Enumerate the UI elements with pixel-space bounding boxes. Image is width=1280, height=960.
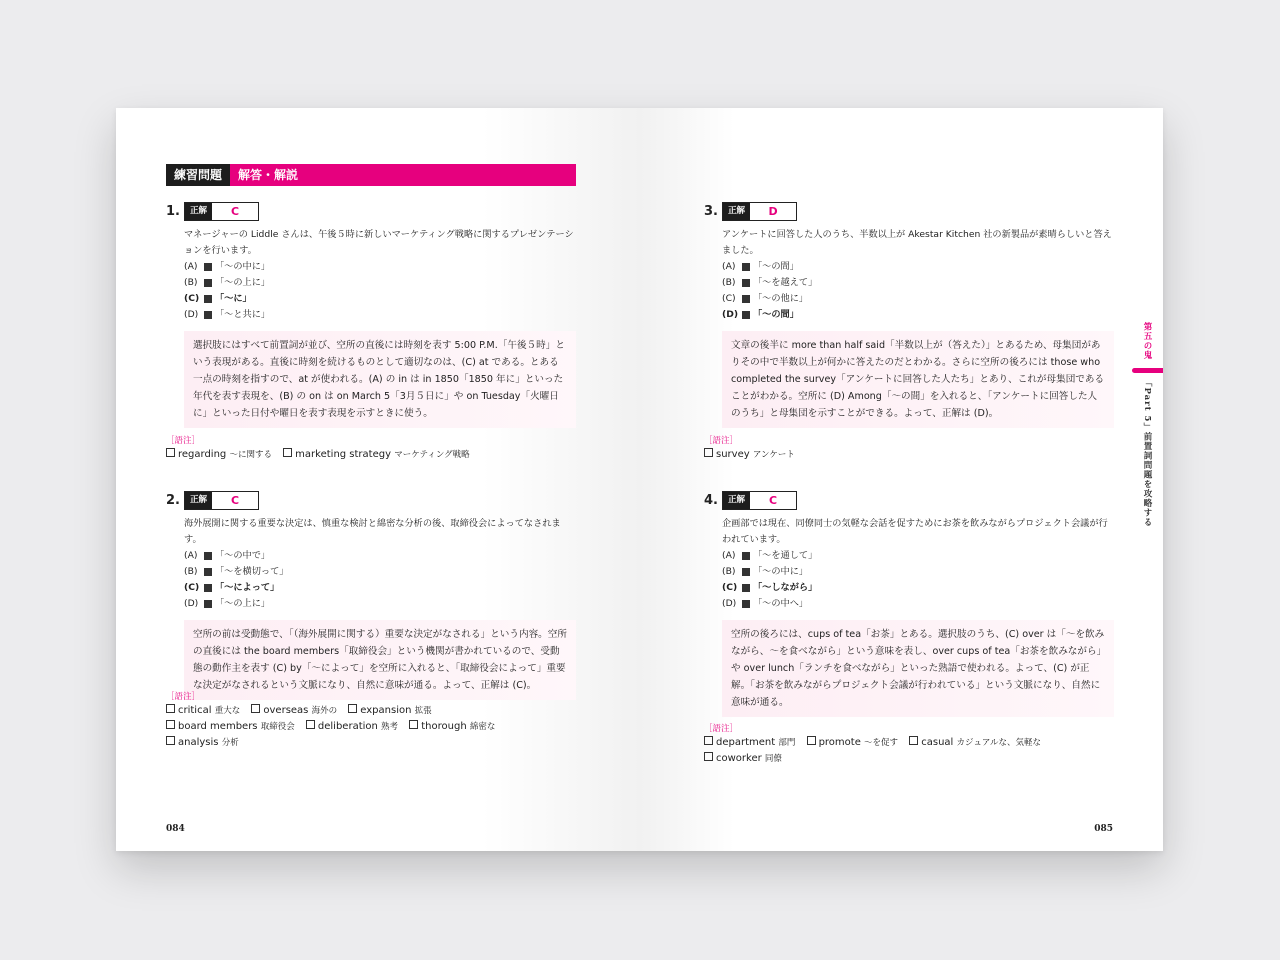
option-letter: (B) <box>722 566 736 577</box>
option-text: 「〜の中で」 <box>215 550 271 561</box>
option-text: 「〜の中に」 <box>753 566 809 577</box>
section-sublabel: 解答・解説 <box>230 164 576 186</box>
option-letter: (D) <box>722 598 737 609</box>
vocab-word: overseas <box>263 705 309 716</box>
vocab-meaning: 取締役会 <box>260 722 295 732</box>
vocab-meaning: マーケティング戦略 <box>394 450 470 460</box>
vocab-heading: ［語注］ <box>704 436 739 446</box>
answer-box <box>184 202 259 221</box>
option-text: 「〜に」 <box>215 293 252 304</box>
vocab-list-4 <box>704 723 1124 767</box>
option-letter: (C) <box>722 582 738 593</box>
option-text: 「〜の上に」 <box>215 277 271 288</box>
vocab-meaning: 同僚 <box>764 754 782 764</box>
question-4 <box>704 490 1114 717</box>
option-text: 「〜しながら」 <box>753 582 818 593</box>
book-spread <box>116 108 1163 851</box>
explanation-box: 選択肢にはすべて前置詞が並び、空所の直後には時刻を表す 5:00 P.M.「午後５時」という表現がある。直後に時刻を続けるものとして適切なのは、(C) at である。とある一点の時刻を指すので、at が使われる。(A) の in は in 1850「1850 年に」といった年代を表す表現を、(B) の on は on March 5「3月５日に」や on Tuesday「火曜日に」といった日付や曜日を表す表現を示すときに使う。 <box>184 331 576 428</box>
option-text: 「〜の他に」 <box>753 293 809 304</box>
question-number: 4. <box>704 492 718 508</box>
checkbox-icon <box>704 448 713 457</box>
option-text: 「〜を横切って」 <box>215 566 289 577</box>
preposition-icon <box>204 263 212 271</box>
option-letter: (B) <box>184 566 198 577</box>
preposition-icon <box>204 279 212 287</box>
explanation-box: 空所の前は受動態で、「（海外展開に関する）重要な決定がなされる」という内容。空所の直後には the board members「取締役会」という機関が書かれているので、受動態の動作主を表す (C) by「〜によって」を空所に入れると、「取締役会によって」重要な決定がなされるという文脈になり、自然に意味が通る。よって、正解は (C)。 <box>184 620 576 700</box>
vocab-word: promote <box>818 737 861 748</box>
answer-box <box>722 491 797 510</box>
option-text: 「〜の中へ」 <box>753 598 809 609</box>
vocab-word: marketing strategy <box>295 449 392 460</box>
vocab-meaning: 分析 <box>221 738 239 748</box>
option-text: 「〜の中に」 <box>215 261 271 272</box>
vocab-meaning: 拡張 <box>414 706 432 716</box>
checkbox-icon <box>348 704 357 713</box>
vocab-meaning: カジュアルな、気軽な <box>956 738 1042 748</box>
checkbox-icon <box>909 736 918 745</box>
option-letter: (D) <box>184 598 199 609</box>
page-number-right: 085 <box>1094 824 1113 834</box>
vocab-list-3 <box>704 435 1104 463</box>
vocab-word: thorough <box>421 721 467 732</box>
vocab-list-1 <box>166 435 586 463</box>
option-text: 「〜を越えて」 <box>753 277 818 288</box>
vocab-heading: ［語注］ <box>166 436 201 446</box>
vocab-word: coworker <box>716 753 762 764</box>
answer-value: D <box>750 203 796 220</box>
preposition-icon <box>742 600 750 608</box>
answer-box <box>184 491 259 510</box>
answer-label: 正解 <box>185 203 212 220</box>
vocab-word: department <box>716 737 776 748</box>
vocab-meaning: 〜を促す <box>864 738 899 748</box>
option-text: 「〜の間」 <box>753 309 799 320</box>
vocab-meaning: 綿密な <box>469 722 496 732</box>
vocab-word: survey <box>716 449 750 460</box>
question-1 <box>166 201 576 428</box>
option-letter: (D) <box>722 309 739 320</box>
vocab-word: analysis <box>178 737 219 748</box>
answer-box <box>722 202 797 221</box>
preposition-icon <box>204 311 212 319</box>
option-letter: (D) <box>184 309 199 320</box>
preposition-icon <box>742 279 750 287</box>
chapter-label: 第五の鬼 <box>1142 322 1152 360</box>
answer-label: 正解 <box>185 492 212 509</box>
option-text: 「〜によって」 <box>215 582 280 593</box>
checkbox-icon <box>306 720 315 729</box>
section-label: 練習問題 <box>166 164 230 186</box>
question-stem: 企画部では現在、同僚同士の気軽な会話を促すためにお茶を飲みながらプロジェクト会議が行われています。 <box>722 518 1108 545</box>
vocab-word: critical <box>178 705 212 716</box>
answer-value: C <box>212 203 258 220</box>
checkbox-icon <box>704 736 713 745</box>
preposition-icon <box>204 295 212 303</box>
checkbox-icon <box>166 720 175 729</box>
preposition-icon <box>204 552 212 560</box>
option-letter: (B) <box>722 277 736 288</box>
option-text: 「〜の間」 <box>753 261 799 272</box>
option-letter: (B) <box>184 277 198 288</box>
checkbox-icon <box>251 704 260 713</box>
vocab-meaning: 重大な <box>214 706 241 716</box>
preposition-icon <box>742 552 750 560</box>
vocab-word: board members <box>178 721 258 732</box>
option-letter: (A) <box>722 550 736 561</box>
preposition-icon <box>742 263 750 271</box>
explanation-box: 空所の後ろには、cups of tea「お茶」とある。選択肢のうち、(C) over は「〜を飲みながら、〜を食べながら」という意味を表し、over cups of tea「お茶を飲みながら」や over lunch「ランチを食べながら」といった熟語で使われる。よって、(C) が正解。「お茶を飲みながらプロジェクト会議が行われている」という文脈になり、自然に意味が通る。 <box>722 620 1114 717</box>
left-page <box>116 108 640 851</box>
vocab-meaning: 部門 <box>778 738 796 748</box>
vocab-meaning: 海外の <box>311 706 338 716</box>
vocab-word: expansion <box>360 705 412 716</box>
option-letter: (A) <box>184 550 198 561</box>
checkbox-icon <box>409 720 418 729</box>
vocab-heading: ［語注］ <box>166 692 201 702</box>
checkbox-icon <box>166 448 175 457</box>
option-letter: (C) <box>722 293 736 304</box>
answer-value: C <box>212 492 258 509</box>
answer-label: 正解 <box>723 203 750 220</box>
option-text: 「〜と共に」 <box>215 309 271 320</box>
right-page <box>640 108 1163 851</box>
preposition-icon <box>742 295 750 303</box>
preposition-icon <box>742 311 750 319</box>
vocab-meaning: 〜に関する <box>229 450 272 460</box>
option-letter: (C) <box>184 582 200 593</box>
vocab-word: casual <box>921 737 954 748</box>
preposition-icon <box>204 600 212 608</box>
question-stem: マネージャーの Liddle さんは、午後５時に新しいマーケティング戦略に関するプレゼンテーションを行います。 <box>184 229 574 256</box>
option-text: 「〜を通して」 <box>753 550 818 561</box>
preposition-icon <box>204 584 212 592</box>
question-stem: アンケートに回答した人のうち、半数以上が Akestar Kitchen 社の新製品が素晴らしいと答えました。 <box>722 229 1112 256</box>
question-3 <box>704 201 1114 428</box>
question-2 <box>166 490 576 700</box>
question-stem: 海外展開に関する重要な決定は、慎重な検討と綿密な分析の後、取締役会によってなされます。 <box>184 518 561 545</box>
preposition-icon <box>742 568 750 576</box>
chapter-side-tab <box>1132 322 1163 547</box>
vocab-meaning: アンケート <box>752 450 795 460</box>
chapter-title: 「Part 5」前置詞問題を攻略する <box>1142 378 1152 527</box>
question-number: 3. <box>704 203 718 219</box>
answer-label: 正解 <box>723 492 750 509</box>
checkbox-icon <box>166 704 175 713</box>
vocab-heading: ［語注］ <box>704 724 739 734</box>
question-number: 1. <box>166 203 180 219</box>
option-text: 「〜の上に」 <box>215 598 271 609</box>
checkbox-icon <box>807 736 816 745</box>
preposition-icon <box>204 568 212 576</box>
option-letter: (A) <box>722 261 736 272</box>
page-number-left: 084 <box>166 824 185 834</box>
checkbox-icon <box>283 448 292 457</box>
section-header <box>166 164 576 186</box>
vocab-word: regarding <box>178 449 227 460</box>
vocab-meaning: 熟考 <box>381 722 399 732</box>
option-letter: (A) <box>184 261 198 272</box>
option-letter: (C) <box>184 293 200 304</box>
chapter-marker <box>1132 368 1163 373</box>
preposition-icon <box>742 584 750 592</box>
question-number: 2. <box>166 492 180 508</box>
checkbox-icon <box>166 736 175 745</box>
answer-value: C <box>750 492 796 509</box>
checkbox-icon <box>704 752 713 761</box>
vocab-word: deliberation <box>317 721 378 732</box>
vocab-list-2 <box>166 691 586 751</box>
explanation-box: 文章の後半に more than half said「半数以上が（答えた）」とあるため、母集団がありその中で半数以上が何かに答えたのだとわかる。さらに空所の後ろには those who completed the survey「アンケートに回答した人たち」とあり、これが母集団であることがわかる。空所に (D) Among「〜の間」を入れると、「アンケートに回答した人のうち」と母集団を示すことができる。よって、正解は (D)。 <box>722 331 1114 428</box>
